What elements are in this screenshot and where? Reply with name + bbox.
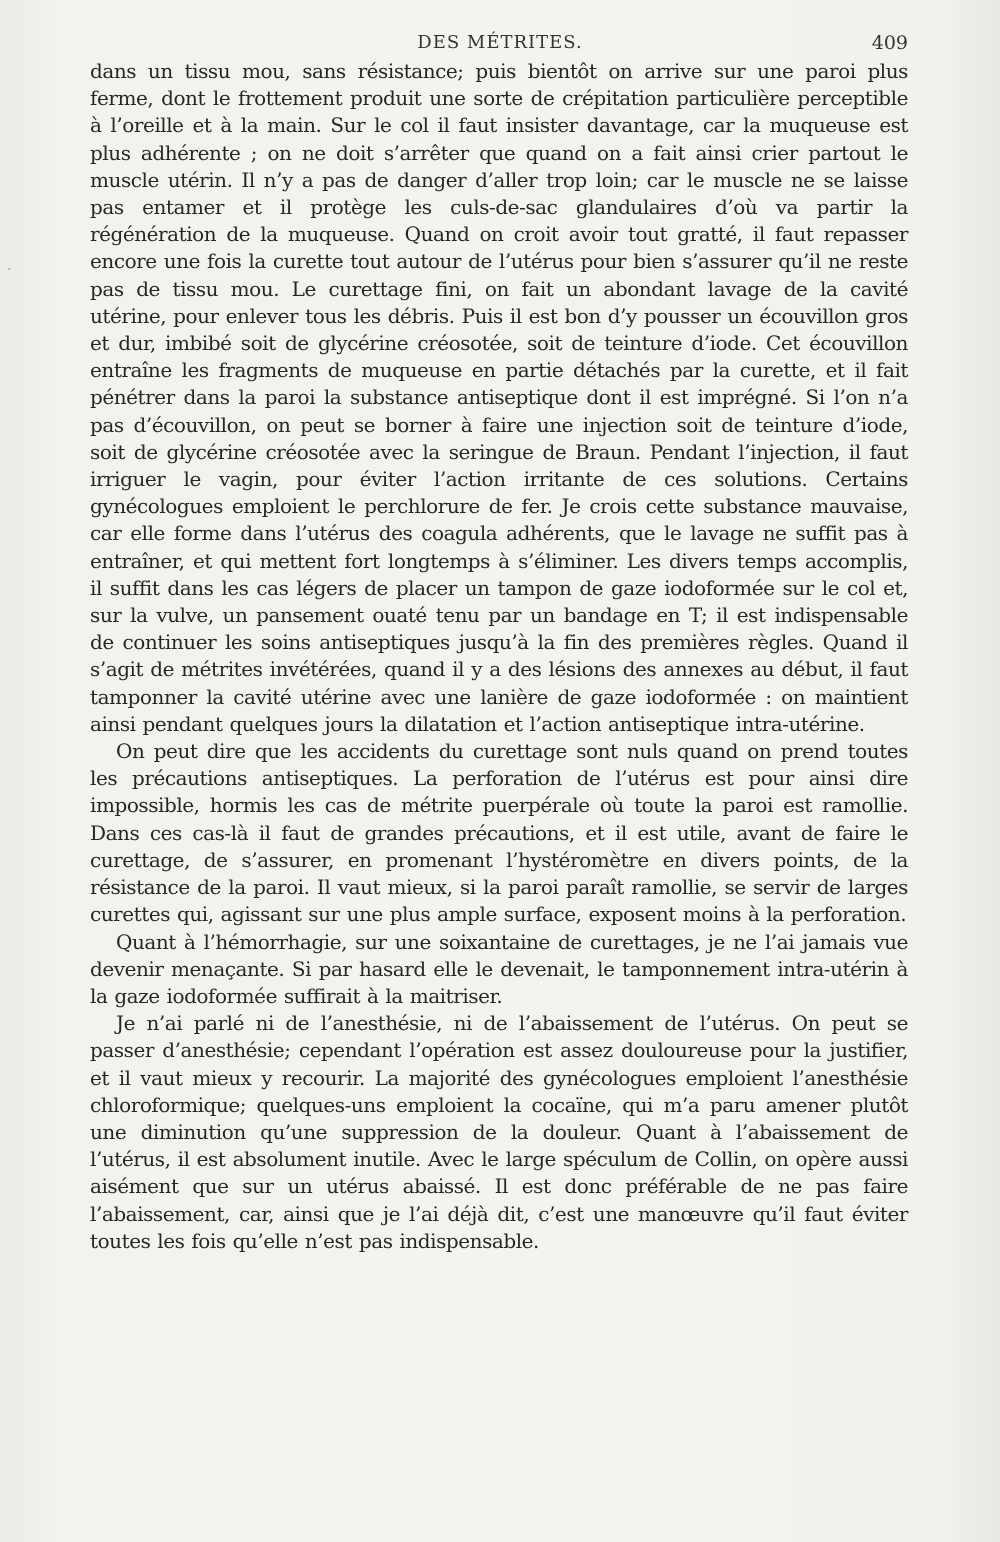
running-head: DES MÉTRITES. (417, 32, 583, 53)
page-body (90, 58, 908, 1255)
page-number: 409 (871, 32, 908, 54)
paragraph-4: Je n’ai parlé ni de l’anesthésie, ni de l’abaissement de l’utérus. On peut se passer d’anesthésie; cependant l’opération est assez douloureuse pour la justifier, et il vaut mieux y recourir. La majorité des gynécologues emploient l’anesthésie chloroformique; quelques-uns emploient la cocaïne, qui m’a paru amener plutôt une diminution qu’une suppression de la douleur. Quant à l’abaissement de l’utérus, il est absolument inutile. Avec le large spéculum de Collin, on opère aussi aisément que sur un utérus abaissé. Il est donc préférable de ne pas faire l’abaissement, car, ainsi que je l’ai déjà dit, c’est une manœuvre qu’il faut éviter toutes les fois qu’elle n’est pas indispensable. (90, 1011, 908, 1253)
page-header (90, 32, 910, 56)
paragraph-2: On peut dire que les accidents du curettage sont nuls quand on prend toutes les précautions antiseptiques. La perforation de l’utérus est pour ainsi dire impossible, hormis les cas de métrite puerpérale où toute la paroi est ramollie. Dans ces cas-là il faut de grandes précautions, et il est utile, avant de faire le curettage, de s’assurer, en promenant l’hystéromètre en divers points, de la résistance de la paroi. Il vaut mieux, si la paroi paraît ramollie, se servir de larges curettes qui, agissant sur une plus ample surface, exposent moins à la perforation. (90, 739, 908, 927)
paragraph-3: Quant à l’hémorrhagie, sur une soixantaine de curettages, je ne l’ai jamais vue devenir menaçante. Si par hasard elle le devenait, le tamponnement intra-utérin à la gaze iodoformée suffirait à la maitriser. (90, 929, 908, 1008)
paragraph-1: dans un tissu mou, sans résistance; puis bientôt on arrive sur une paroi plus ferme, dont le frottement produit une sorte de crépitation particulière perceptible à l’oreille et à la main. Sur le col il faut insister davantage, car la muqueuse est plus adhérente ; on ne doit s’arrêter que quand on a fait ainsi crier partout le muscle utérin. Il n’y a pas de danger d’aller trop loin; car le muscle ne se laisse pas entamer et il protège les culs-de-sac glandulaires d’où va partir la régénération de la muqueuse. Quand on croit avoir tout gratté, il faut repasser encore une fois la curette tout autour de l’utérus pour bien s’assurer qu’il ne reste pas de tissu mou. Le curettage fini, on fait un abondant lavage de la cavité utérine, pour enlever tous les débris. Puis il est bon d’y pousser un écouvillon gros et dur, imbibé soit de glycérine créosotée, soit de teinture d’iode. Cet écouvillon entraîne les fragments de muqueuse en partie détachés par la curette, et il fait pénétrer dans la paroi la substance antiseptique dont il est imprégné. Si l’on n’a pas d’écouvillon, on peut se borner à faire une injection soit de teinture d’iode, soit de glycérine créosotée avec la seringue de Braun. Pendant l’injection, il faut irriguer le vagin, pour éviter l’action irritante de ces solutions. Certains gynécologues emploient le perchlorure de fer. Je crois cette substance mauvaise, car elle forme dans l’utérus des coagula adhérents, que le lavage ne suffit pas à entraîner, et qui mettent fort longtemps à s’éliminer. Les divers temps accomplis, il suffit dans les cas légers de placer un tampon de gaze iodoformée sur le col et, sur la vulve, un pansement ouaté tenu par un bandage en T; il est indispensable de continuer les soins antiseptiques jusqu’à la fin des premières règles. Quand il s’agit de métrites invétérées, quand il y a des lésions des annexes au début, il faut tamponner la cavité utérine avec une lanière de gaze iodoformée : on maintient ainsi pendant quelques jours la dilatation et l’action antiseptique intra-utérine. (90, 59, 908, 736)
margin-speck: · (7, 262, 12, 278)
